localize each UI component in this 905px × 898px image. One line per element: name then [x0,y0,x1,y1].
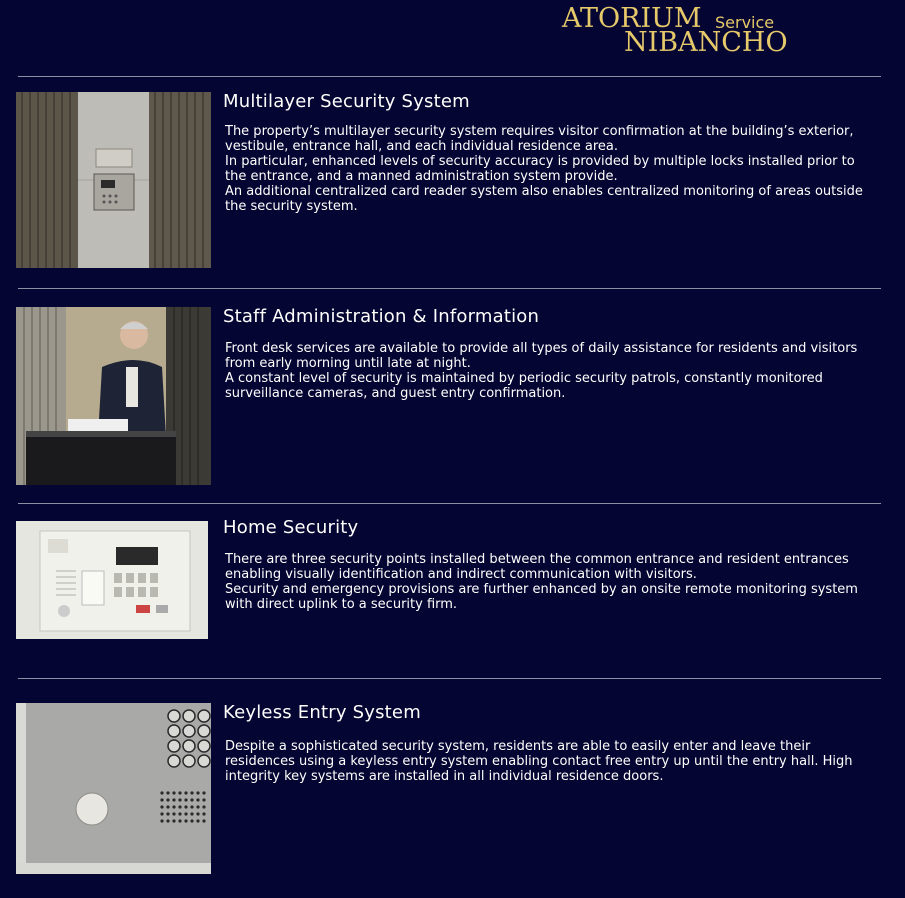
paragraph: An additional centralized card reader system also enables centralized monitoring of areas outside the security system. [225,184,863,214]
divider [18,678,881,679]
section-title: Keyless Entry System [223,702,421,723]
brand-name-line1: ATORIUM [562,3,702,34]
paragraph: Security and emergency provisions are further enhanced by an onsite remote monitoring system with direct uplink to a security firm. [225,582,858,612]
home-security-panel-photo [16,521,208,639]
paragraph: A constant level of security is maintained by periodic security patrols, constantly monitored surveillance cameras, and guest entry confirmation. [225,371,823,401]
brand-name-line2: NIBANCHO [624,27,788,58]
section-multilayer-security [0,92,905,272]
brand-service-label: Service [715,13,775,32]
section-home-security [0,518,905,658]
section-staff-administration [0,307,905,487]
section-title: Home Security [223,517,359,538]
divider [18,288,881,289]
security-entrance-photo [16,92,211,268]
section-body [225,552,877,612]
divider [18,76,881,77]
paragraph: In particular, enhanced levels of security accuracy is provided by multiple locks installed prior to the entrance, and a manned administration system provide. [225,154,855,184]
paragraph: The property’s multilayer security system requires visitor confirmation at the building’s exterior, vestibule, entrance hall, and each individual residence area. [225,124,854,154]
section-title: Multilayer Security System [223,91,470,112]
section-keyless-entry [0,703,905,878]
brand-logo [562,4,802,56]
section-title: Staff Administration & Information [223,306,540,327]
section-body [225,341,877,401]
section-body [225,739,877,784]
keyless-entry-photo [16,703,211,874]
section-body [225,124,877,214]
paragraph: Despite a sophisticated security system, residents are able to easily enter and leave their residences using a keyless entry system enabling contact free entry up until the entry hall. High integrity key systems are installed in all individual residence doors. [225,739,853,784]
divider [18,503,881,504]
paragraph: Front desk services are available to provide all types of daily assistance for residents and visitors from early morning until late at night. [225,341,858,371]
concierge-photo [16,307,211,485]
paragraph: There are three security points installed between the common entrance and resident entrances enabling visually identification and indirect communication with visitors. [225,552,849,582]
